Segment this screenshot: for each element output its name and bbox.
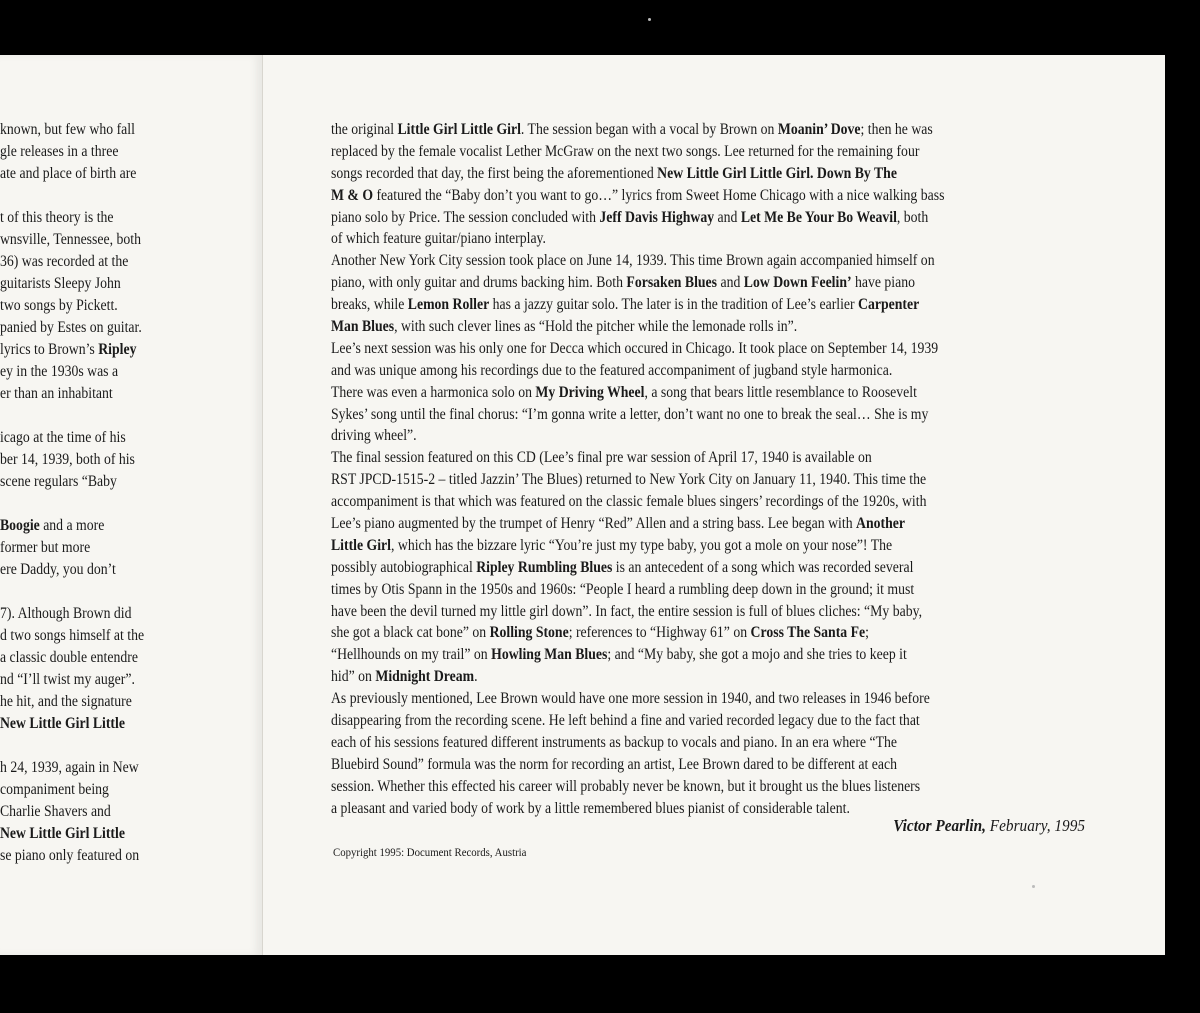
text-run: breaks, while — [331, 296, 408, 314]
song-title: Let Me Be Your Bo Weavil — [740, 208, 897, 226]
song-title: Boogie — [0, 517, 40, 534]
text-run: , which has the bizzare lyric “You’re just my type baby, you got a mole on your nose”! The — [390, 536, 893, 554]
left-column-line — [0, 493, 144, 515]
text-run: nd “I’ll twist my auger”. — [0, 671, 135, 688]
text-run: d two songs himself at the — [0, 627, 145, 644]
left-column-line — [0, 691, 144, 713]
left-column-line — [0, 119, 144, 141]
song-title: Cross The Santa Fe — [750, 624, 866, 642]
text-run: and a more — [39, 517, 105, 534]
text-run: ber 14, 1939, both of his — [0, 451, 135, 468]
signature — [893, 816, 1085, 836]
left-column-line — [0, 339, 144, 361]
text-run: has a jazzy guitar solo. The later is in the tradition of Lee’s earlier — [489, 296, 859, 314]
text-run: accompaniment is that which was featured on the classic female blues singers’ recordings of the 1920s, with — [331, 493, 927, 511]
left-column-text — [0, 119, 144, 867]
text-run: and was unique among his recordings due to the featured accompaniment of jugband style harmonica. — [331, 361, 893, 379]
left-column-line — [0, 185, 144, 207]
left-column-line — [0, 449, 144, 471]
text-run: gle releases in a three — [0, 143, 119, 160]
text-run: guitarists Sleepy John — [0, 275, 121, 292]
text-run: and — [717, 274, 744, 292]
left-column-line — [0, 515, 144, 537]
song-title: Midnight Dream — [375, 668, 475, 686]
text-run: The final session featured on this CD (Lee’s final pre war session of April 17, 1940 is available on — [331, 449, 872, 467]
text-run: ; and “My baby, she got a mojo and she tries to keep it — [607, 646, 907, 664]
text-run: ; — [865, 624, 869, 642]
left-column-line — [0, 405, 144, 427]
text-run: As previously mentioned, Lee Brown would have one more session in 1940, and two releases in 1946 before — [331, 690, 930, 708]
text-run: , with such clever lines as “Hold the pitcher while the lemonade rolls in”. — [394, 318, 798, 336]
text-run: hid” on — [331, 668, 376, 686]
text-run: “Hellhounds on my trail” on — [331, 646, 492, 664]
right-column-line — [331, 228, 944, 250]
left-column-line — [0, 801, 144, 823]
text-run: 36) was recorded at the — [0, 253, 129, 270]
text-run: former but more — [0, 539, 91, 556]
song-title: New Little Girl Little — [0, 715, 125, 732]
text-run: se piano only featured on — [0, 847, 140, 864]
left-column-line — [0, 471, 144, 493]
right-column-line — [331, 163, 944, 185]
song-title: Man Blues — [331, 318, 395, 336]
right-column-line — [331, 469, 944, 491]
text-run: Charlie Shavers and — [0, 803, 111, 820]
text-run: ere Daddy, you don’t — [0, 561, 116, 578]
right-column-line — [331, 250, 944, 272]
right-column-line — [331, 338, 944, 360]
left-column-line — [0, 229, 144, 251]
song-title: Jeff Davis Highway — [599, 208, 715, 226]
text-run: the original — [331, 121, 398, 138]
left-column-line — [0, 207, 144, 229]
text-run: RST JPCD-1515-2 – titled Jazzin’ The Blues) returned to New York City on January 11, 1940. This time the — [331, 471, 927, 489]
text-run: icago at the time of his — [0, 429, 126, 446]
text-run: times by Otis Spann in the 1950s and 1960s: “People I heard a rumbling deep down in the ground; it must — [331, 580, 915, 598]
text-run: is an antecedent of a song which was recorded several — [612, 558, 914, 576]
text-run: ; references to “Highway 61” on — [568, 624, 751, 642]
right-column-line — [331, 491, 944, 513]
right-column-line — [331, 272, 944, 294]
left-column-line — [0, 559, 144, 581]
text-run: known, but few who fall — [0, 121, 135, 138]
text-run: companiment being — [0, 781, 109, 798]
signature-author: Victor Pearlin, — [893, 816, 986, 835]
song-title: My Driving Wheel — [535, 383, 645, 401]
right-column-line — [331, 425, 944, 447]
text-run: he hit, and the signature — [0, 693, 132, 710]
text-run: . — [474, 668, 478, 686]
right-column-line — [331, 688, 944, 710]
right-column-line — [331, 557, 944, 579]
song-title: Little Girl — [331, 536, 391, 554]
text-run: songs recorded that day, the first being the aforementioned — [331, 164, 658, 182]
right-column-line — [331, 754, 944, 776]
text-run: Another New York City session took place on June 14, 1939. This time Brown again accompanied himself on — [331, 252, 935, 270]
left-column-line — [0, 383, 144, 405]
right-column-line — [331, 316, 944, 338]
left-column-line — [0, 713, 144, 735]
song-title: Low Down Feelin’ — [743, 274, 852, 292]
left-column-line — [0, 779, 144, 801]
left-column-line — [0, 361, 144, 383]
scan-speck — [648, 18, 651, 21]
text-run: . The session began with a vocal by Brown on — [520, 121, 778, 138]
scan-speck — [1032, 885, 1035, 888]
text-run: Sykes’ song until the final chorus: “I’m gonna write a letter, don’t want no one to break the seal… She is my — [331, 405, 929, 423]
text-run: piano, with only guitar and drums backing him. Both — [331, 274, 627, 292]
text-run: have piano — [851, 274, 915, 292]
song-title: New Little Girl Little Girl. Down By The — [657, 164, 897, 182]
song-title: Moanin’ Dove — [777, 121, 861, 138]
left-column-line — [0, 603, 144, 625]
text-run: Lee’s piano augmented by the trumpet of Henry “Red” Allen and a string bass. Lee began with — [331, 515, 857, 533]
right-column-line — [331, 798, 944, 820]
left-column-line — [0, 625, 144, 647]
left-column-line — [0, 163, 144, 185]
text-run: wnsville, Tennessee, both — [0, 231, 141, 248]
text-run: have been the devil turned my little girl down”. In fact, the entire session is full of blues cliches: “My baby, — [331, 602, 923, 620]
song-title: Forsaken Blues — [626, 274, 718, 292]
song-title: Lemon Roller — [407, 296, 490, 314]
song-title: Howling Man Blues — [491, 646, 608, 664]
text-run: er than an inhabitant — [0, 385, 113, 402]
text-run: lyrics to Brown’s — [0, 341, 99, 358]
left-page-panel — [0, 55, 263, 955]
text-run: , a song that bears little resemblance to Roosevelt — [644, 383, 917, 401]
right-page-panel — [263, 55, 1165, 955]
text-run: a pleasant and varied body of work by a little remembered blues pianist of considerable talent. — [331, 799, 850, 817]
signature-date: February, 1995 — [989, 816, 1085, 835]
left-column-line — [0, 845, 144, 867]
right-column-line — [331, 776, 944, 798]
text-run: of which feature guitar/piano interplay. — [331, 230, 546, 248]
liner-notes-text — [331, 119, 944, 820]
left-column-line — [0, 647, 144, 669]
text-run: and — [714, 208, 741, 226]
text-run: ate and place of birth are — [0, 165, 137, 182]
text-run: , both — [896, 208, 929, 226]
right-column-line — [331, 119, 944, 141]
right-column-line — [331, 579, 944, 601]
left-column-line — [0, 537, 144, 559]
text-run: possibly autobiographical — [331, 558, 477, 576]
song-title: Ripley — [98, 341, 137, 358]
text-run: featured the “Baby don’t you want to go…” lyrics from Sweet Home Chicago with a nice walking bass — [373, 186, 945, 204]
left-column-line — [0, 823, 144, 845]
text-run: scene regulars “Baby — [0, 473, 117, 490]
song-title: M & O — [331, 186, 374, 204]
text-run: a classic double entendre — [0, 649, 138, 666]
text-run: session. Whether this effected his career will probably never be known, but it brought us the blues listeners — [331, 777, 921, 795]
song-title: New Little Girl Little — [0, 825, 125, 842]
right-column-line — [331, 404, 944, 426]
right-column-line — [331, 644, 944, 666]
text-run: ey in the 1930s was a — [0, 363, 119, 380]
left-column-line — [0, 669, 144, 691]
text-run: Lee’s next session was his only one for Decca which occured in Chicago. It took place on September 14, 1939 — [331, 339, 939, 357]
text-run: two songs by Pickett. — [0, 297, 118, 314]
song-title: Ripley Rumbling Blues — [476, 558, 613, 576]
left-column-line — [0, 581, 144, 603]
text-run: ; then he was — [860, 121, 933, 138]
text-run: h 24, 1939, again in New — [0, 759, 139, 776]
text-run: There was even a harmonica solo on — [331, 383, 536, 401]
left-column-line — [0, 273, 144, 295]
right-column-line — [331, 447, 944, 469]
right-column-line — [331, 141, 944, 163]
right-column-line — [331, 601, 944, 623]
left-column-line — [0, 757, 144, 779]
text-run: replaced by the female vocalist Lether McGraw on the next two songs. Lee returned for the remaining four — [331, 142, 920, 160]
copyright-notice: Copyright 1995: Document Records, Austria — [333, 845, 527, 859]
left-column-line — [0, 141, 144, 163]
song-title: Another — [856, 515, 905, 533]
left-column-line — [0, 295, 144, 317]
song-title: Rolling Stone — [489, 624, 569, 642]
right-column-line — [331, 294, 944, 316]
right-column-line — [331, 535, 944, 557]
right-column-line — [331, 207, 944, 229]
right-column-line — [331, 732, 944, 754]
song-title: Little Girl Little Girl — [397, 121, 521, 138]
right-column-line — [331, 666, 944, 688]
text-run: panied by Estes on guitar. — [0, 319, 142, 336]
text-run: each of his sessions featured different instruments as backup to vocals and piano. In an era where “The — [331, 733, 898, 751]
text-run: piano solo by Price. The session concluded with — [331, 208, 600, 226]
text-run: t of this theory is the — [0, 209, 114, 226]
right-column-line — [331, 382, 944, 404]
right-column-line — [331, 513, 944, 535]
text-run: she got a black cat bone” on — [331, 624, 490, 642]
left-column-line — [0, 317, 144, 339]
right-column-line — [331, 360, 944, 382]
right-column-line — [331, 622, 944, 644]
text-run: Bluebird Sound” formula was the norm for recording an artist, Lee Brown dared to be different at each — [331, 755, 898, 773]
left-column-line — [0, 735, 144, 757]
right-column-line — [331, 185, 944, 207]
text-run: driving wheel”. — [331, 427, 417, 445]
left-column-line — [0, 251, 144, 273]
text-run: disappearing from the recording scene. He left behind a fine and varied recorded legacy due to the fact that — [331, 712, 920, 730]
left-column-line — [0, 427, 144, 449]
text-run: 7). Although Brown did — [0, 605, 132, 622]
song-title: Carpenter — [858, 296, 920, 314]
right-column-line — [331, 710, 944, 732]
